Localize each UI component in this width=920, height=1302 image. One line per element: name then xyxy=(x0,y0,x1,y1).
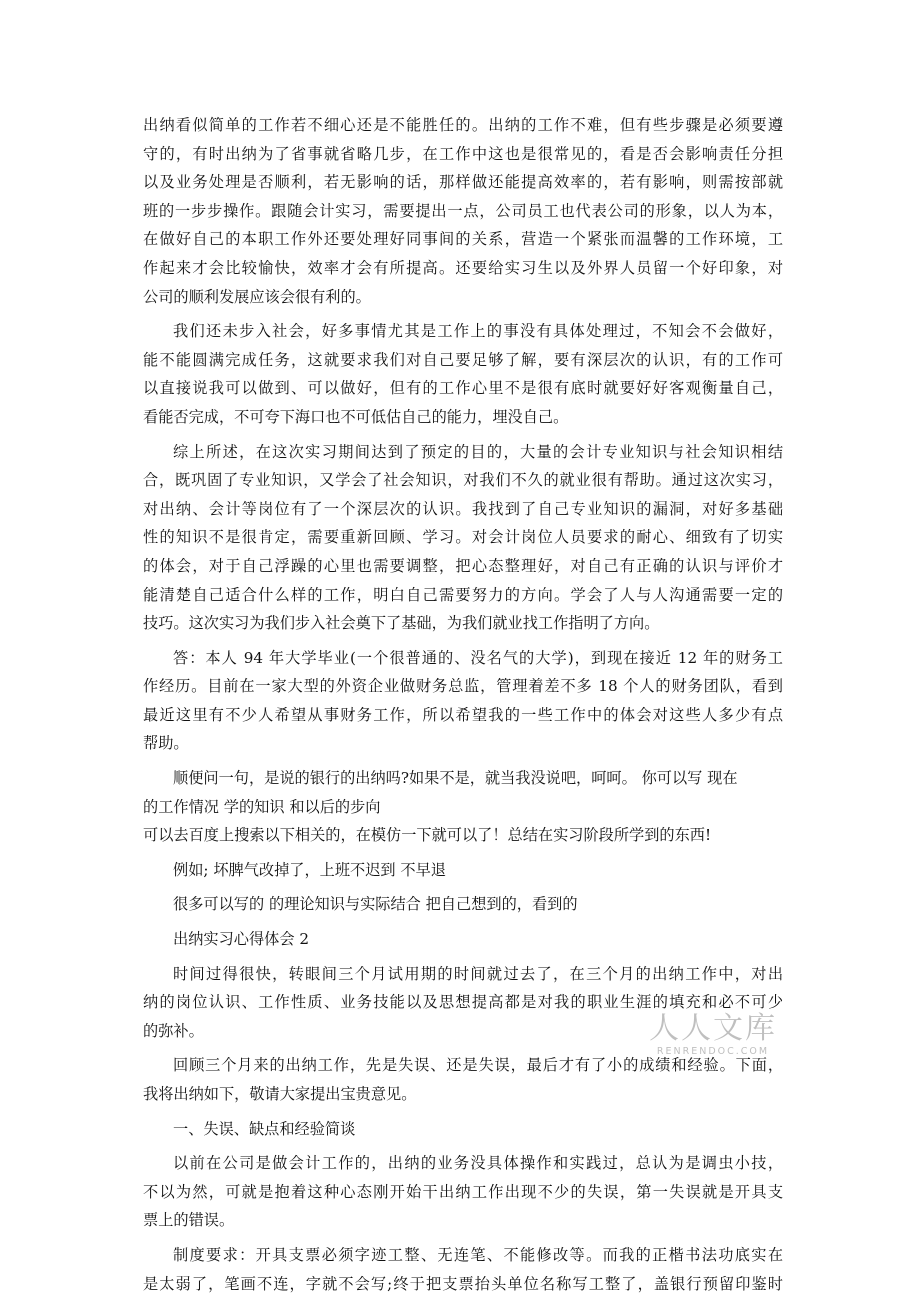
watermark-title: 人人文库 xyxy=(649,1011,777,1046)
text-line: 回顾三个月来的出纳工作，先是失误、还是失误，最后才有了小的成绩和经验。下面， xyxy=(173,1056,783,1075)
text-line: 公司的顺利发展应该会很有利的。 xyxy=(143,287,371,306)
text-line: 以及业务处理是否顺利，若无影响的话，那样做还能提高效率的，若有影响，则需按部就 xyxy=(143,173,783,192)
text-line: 我将出纳如下，敬请大家提出宝贵意见。 xyxy=(143,1085,417,1103)
watermark-logo xyxy=(648,1012,778,1058)
text-line: 看能否完成，不可夸下海口也不可低估自己的能力，埋没自己。 xyxy=(143,407,569,426)
text-line: 出纳看似简单的工作若不细心还是不能胜任的。出纳的工作不难，但有些步骤是必须要遵 xyxy=(143,116,783,134)
text-line: 班的一步步操作。跟随会计实习，需要提出一点，公司员工也代表公司的形象，以人为本， xyxy=(143,201,783,220)
text-line: 是太弱了，笔画不连，字就不会写;终于把支票抬头单位名称写工整了，盖银行预留印鉴时 xyxy=(143,1274,783,1293)
text-line: 最近这里有不少人希望从事财务工作，所以希望我的一些工作中的体会对这些人多少有点 xyxy=(143,705,783,724)
watermark-url: RENRENDOC.COM xyxy=(656,1046,770,1057)
text-line: 很多可以写的 的理论知识与实际结合 把自己想到的，看到的 xyxy=(173,895,578,914)
paragraph xyxy=(143,764,783,954)
text-line: 的弥补。 xyxy=(143,1021,204,1040)
paragraph xyxy=(143,644,783,758)
text-line: 例如; 坏脾气改掉了，上班不迟到 不早退 xyxy=(173,860,446,879)
text-line: 性的知识不是很肯定，需要重新回顾、学习。对会计岗位人员要求的耐心、细致有了切实 xyxy=(143,528,783,547)
text-line: 在做好自己的本职工作外还要处理好同事间的关系，营造一个紧张而温馨的工作环境，工 xyxy=(143,230,783,249)
text-line: 综上所述，在这次实习期间达到了预定的目的，大量的会计专业知识与社会知识相结 xyxy=(173,442,783,461)
text-line: 以直接说我可以做到、可以做好，但有的工作心里不是很有底时就要好好客观衡量自己， xyxy=(143,379,783,398)
paragraph xyxy=(143,317,783,431)
text-line: 时间过得很快，转眼间三个月试用期的时间就过去了，在三个月的出纳工作中，对出 xyxy=(173,964,783,983)
text-line: 纳的岗位认识、工作性质、业务技能以及思想提高都是对我的职业生涯的填充和必不可少 xyxy=(143,993,783,1012)
text-line: 技巧。这次实习为我们步入社会奠下了基础，为我们就业找工作指明了方向。 xyxy=(143,614,660,633)
text-line: 作经历。目前在一家大型的外资企业做财务总监，管理着差不多 18 个人的财务团队，看到 xyxy=(143,677,783,696)
paragraph xyxy=(143,111,783,311)
paragraph xyxy=(143,1051,783,1108)
paragraph xyxy=(143,1115,783,1144)
paragraph xyxy=(143,438,783,638)
text-line: 顺便问一句，是说的银行的出纳吗?如果不是，就当我没说吧，呵呵。 你可以写 现在 xyxy=(173,769,738,788)
text-line: 作起来才会比较愉快，效率才会有所提高。还要给实习生以及外界人员留一个好印象，对 xyxy=(143,258,783,277)
text-line: 帮助。 xyxy=(143,734,189,753)
text-line: 以前在公司是做会计工作的，出纳的业务没具体操作和实践过，总认为是调虫小技， xyxy=(173,1154,783,1173)
paragraph xyxy=(143,1241,783,1298)
text-line: 守的，有时出纳为了省事就省略几步，在工作中这也是很常见的，看是否会影响责任分担 xyxy=(143,144,783,163)
text-line: 合，既巩固了专业知识，又学会了社会知识，对我们不久的就业很有帮助。通过这次实习， xyxy=(143,471,783,490)
text-line: 能清楚自己适合什么样的工作，明白自己需要努力的方向。学会了人与人沟通需要一定的 xyxy=(143,585,783,604)
text-line: 能不能圆满完成任务，这就要求我们对自己要足够了解，要有深层次的认识，有的工作可 xyxy=(143,350,783,369)
text-line: 我们还未步入社会，好多事情尤其是工作上的事没有具体处理过，不知会不会做好， xyxy=(173,322,783,341)
text-line: 答：本人 94 年大学毕业(一个很普通的、没名气的大学)，到现在接近 12 年的财务工 xyxy=(173,648,783,667)
section-heading: 出纳实习心得体会 2 xyxy=(173,930,309,949)
text-line: 票上的错误。 xyxy=(143,1211,235,1230)
text-line: 的体会，对于自己浮躁的心里也需要调整，把心态整理好，对自己有正确的认识与评价才 xyxy=(143,556,783,575)
document-body xyxy=(143,111,783,1298)
paragraph xyxy=(143,1149,783,1235)
text-line: 的工作情况 学的知识 和以后的步向 xyxy=(143,797,381,816)
text-line: 可以去百度上搜索以下相关的，在模仿一下就可以了！总结在实习阶段所学到的东西! xyxy=(143,826,712,845)
text-line: 对出纳、会计等岗位有了一个深层次的认识。我找到了自己专业知识的漏洞，对好多基础 xyxy=(143,499,783,518)
section-heading: 一、失误、缺点和经验简谈 xyxy=(173,1119,356,1138)
text-line: 不以为然，可就是抱着这种心态刚开始干出纳工作出现不少的失误，第一失误就是开具支 xyxy=(143,1182,783,1201)
text-line: 制度要求：开具支票必须字迹工整、无连笔、不能修改等。而我的正楷书法功底实在 xyxy=(173,1245,783,1264)
